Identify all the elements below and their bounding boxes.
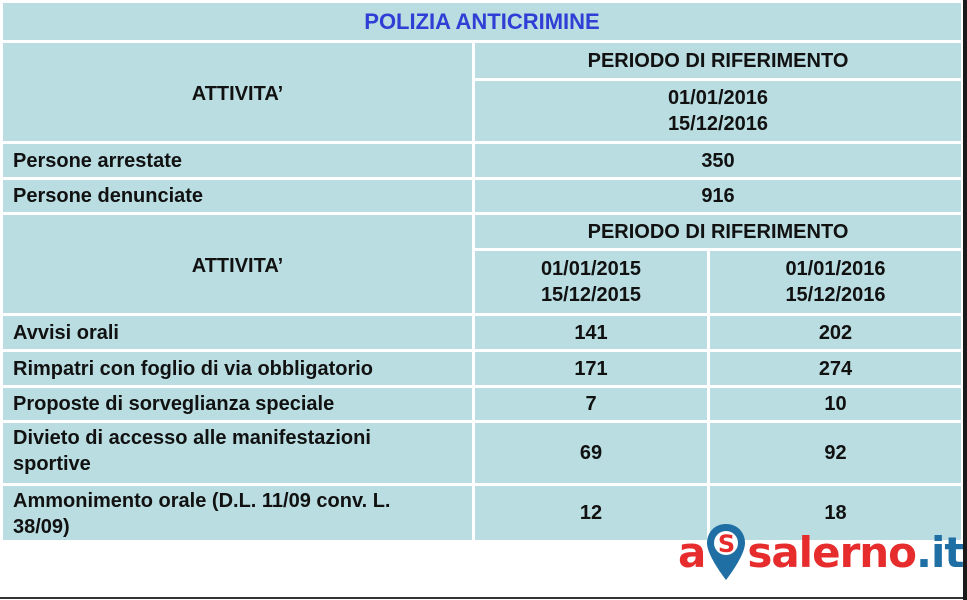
- svg-text:S: S: [718, 530, 735, 558]
- table-title: POLIZIA ANTICRIMINE: [3, 3, 961, 40]
- row-value-ammonimento-2015: 12: [475, 486, 707, 540]
- row-value-ammonimento-2016: 18: [710, 486, 961, 540]
- row-value-arrestate: 350: [475, 144, 961, 177]
- activity-header-2-label: ATTIVITA’: [191, 255, 284, 277]
- activity-header-1: [3, 43, 472, 141]
- row-value-avvisi-2016: 202: [710, 316, 961, 349]
- row-value-divieto-2016: 92: [710, 423, 961, 483]
- period-range-2016: [710, 251, 961, 313]
- activity-header-2: [3, 215, 472, 313]
- logo-part-it: .it: [916, 527, 964, 577]
- row-label-avvisi: Avvisi orali: [3, 316, 472, 349]
- row-value-denunciate: 916: [475, 180, 961, 212]
- period-from-2015: 01/01/2015: [540, 258, 642, 280]
- logo-part-salerno: salerno: [747, 527, 917, 577]
- period-from-2016: 01/01/2016: [785, 258, 886, 280]
- period-header-1: PERIODO DI RIFERIMENTO: [475, 43, 961, 78]
- row-label-arrestate: Persone arrestate: [3, 144, 472, 177]
- row-label-denunciate: Persone denunciate: [3, 180, 472, 212]
- period-to-1: 15/12/2016: [667, 113, 769, 135]
- row-value-divieto-2015: 69: [475, 423, 707, 483]
- period-range-1: [475, 81, 961, 141]
- bottom-divider: [0, 597, 967, 599]
- row-label-sorveglianza: Proposte di sorveglianza speciale: [3, 388, 472, 420]
- period-header-2: PERIODO DI RIFERIMENTO: [475, 215, 961, 248]
- activity-header-1-label: ATTIVITA’: [191, 83, 284, 105]
- row-value-rimpatri-2015: 171: [475, 352, 707, 385]
- row-label-ammonimento: Ammonimento orale (D.L. 11/09 conv. L. 38/09): [3, 486, 472, 540]
- row-value-rimpatri-2016: 274: [710, 352, 961, 385]
- row-value-avvisi-2015: 141: [475, 316, 707, 349]
- row-value-sorveglianza-2015: 7: [475, 388, 707, 420]
- brand-logo: [678, 520, 963, 584]
- row-value-sorveglianza-2016: 10: [710, 388, 961, 420]
- row-label-divieto: Divieto di accesso alle manifestazioni sportive: [3, 423, 472, 483]
- map-pin-icon: [705, 522, 747, 582]
- right-edge-border: [963, 0, 967, 600]
- period-range-2015: [475, 251, 707, 313]
- logo-part-a: a: [678, 527, 706, 577]
- period-to-2015: 15/12/2015: [540, 284, 642, 306]
- period-from-1: 01/01/2016: [667, 87, 769, 109]
- row-label-rimpatri: Rimpatri con foglio di via obbligatorio: [3, 352, 472, 385]
- period-to-2016: 15/12/2016: [785, 284, 886, 306]
